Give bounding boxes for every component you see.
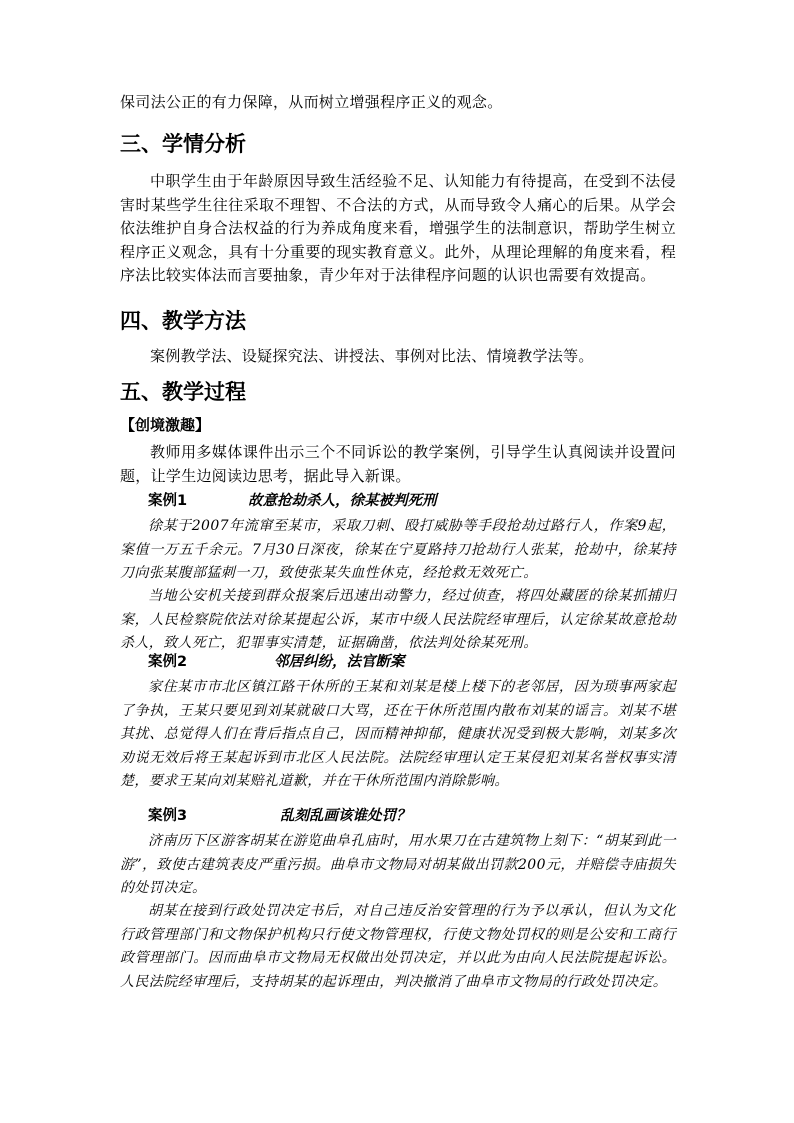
- case3-paragraph-1: 济南历下区游客胡某在游览曲阜孔庙时，用水果刀在古建筑物上刻下：“胡某到此一游”，致使古建筑表皮严重污损。曲阜市文物局对胡某做出罚款200元，并赔偿寺庙损失的处罚决定。: [120, 833, 676, 896]
- case1-title: 故意抢劫杀人，徐某被判死刑: [248, 492, 437, 509]
- case1-paragraph-2: 当地公安机关接到群众报案后迅速出动警力，经过侦查，将四处藏匿的徐某抓捕归案，人民检察院依法对徐某提起公诉，某市中级人民法院经审理后，认定徐某故意抢劫杀人，致人死亡，犯罪事实清楚，证据确凿，依法判处徐某死刑。: [120, 588, 676, 651]
- case1-header: [148, 490, 437, 512]
- intro-tail-paragraph: 保司法公正的有力保障，从而树立增强程序正义的观念。: [120, 93, 503, 111]
- case1-label: 案例1: [148, 493, 188, 509]
- case1-paragraph-1: 徐某于2007年流窜至某市，采取刀刺、殴打威胁等手段抢劫过路行人，作案9起，案值一万五千余元。7月30日深夜，徐某在宁夏路持刀抢劫行人张某，抢劫中，徐某持刀向张某腹部猛刺一刀，致使张某失血性休克，经抢救无效死亡。: [120, 518, 676, 581]
- case3-title: 乱刻乱画该谁处罚？: [280, 807, 411, 824]
- section5-subheading: 【创境激趣】: [120, 416, 211, 434]
- section5-heading: 五、教学过程: [120, 380, 246, 404]
- case2-title: 邻居纠纷，法官断案: [274, 653, 405, 670]
- section4-body: 案例教学法、设疑探究法、讲授法、事例对比法、情境教学法等。: [150, 347, 594, 365]
- section5-intro: 教师用多媒体课件出示三个不同诉讼的教学案例，引导学生认真阅读并设置问题，让学生边阅读边思考，据此导入新课。: [120, 443, 676, 485]
- case3-label: 案例3: [148, 808, 188, 824]
- case2-paragraph-1: 家住某市市北区镇江路干休所的王某和刘某是楼上楼下的老邻居，因为琐事两家起了争执，王某只要见到刘某就破口大骂，还在干休所范围内散布刘某的谣言。刘某不堪其扰、总觉得人们在背后指点自己，因而精神抑郁，健康状况受到极大影响，刘某多次劝说无效后将王某起诉到市北区人民法院。法院经审理认定王某侵犯刘某名誉权事实清楚，要求王某向刘某赔礼道歉，并在干休所范围内消除影响。: [120, 679, 676, 789]
- section4-heading: 四、教学方法: [120, 309, 246, 333]
- case2-label: 案例2: [148, 654, 188, 670]
- section3-body: 中职学生由于年龄原因导致生活经验不足、认知能力有待提高，在受到不法侵害时某些学生往往采取不理智、不合法的方式，从而导致令人痛心的后果。从学会依法维护自身合法权益的行为养成角度来看，增强学生的法制意识，帮助学生树立程序正义观念，具有十分重要的现实教育意义。此外，从理论理解的角度来看，程序法比较实体法而言要抽象，青少年对于法律程序问题的认识也需要有效提高。: [120, 172, 676, 284]
- section3-heading: 三、学情分析: [120, 132, 246, 156]
- case3-header: [148, 805, 411, 827]
- case3-paragraph-2: 胡某在接到行政处罚决定书后，对自己违反治安管理的行为予以承认，但认为文化行政管理部门和文物保护机构只行使文物管理权，行使文物处罚权的则是公安和工商行政管理部门。因而曲阜市文物局无权做出处罚决定，并以此为由向人民法院提起诉讼。人民法院经审理后，支持胡某的起诉理由，判决撤消了曲阜市文物局的行政处罚决定。: [120, 903, 676, 990]
- case2-header: [148, 651, 405, 673]
